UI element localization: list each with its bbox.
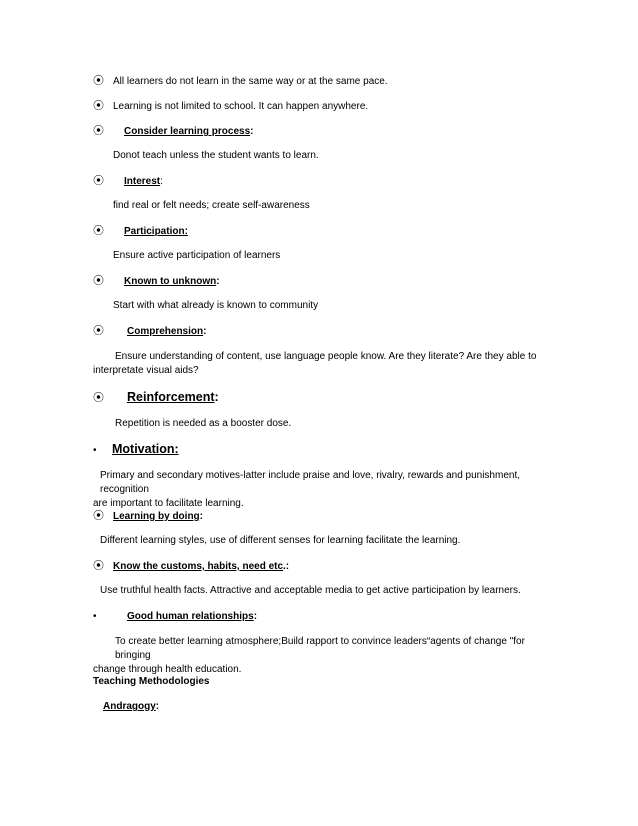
target-bullet-icon: ⦿ <box>93 325 104 337</box>
dot-bullet-icon: • <box>93 611 97 622</box>
target-bullet-icon: ⦿ <box>93 125 104 137</box>
target-bullet-icon: ⦿ <box>93 392 104 404</box>
heading-participation: ⦿ Participation: <box>93 225 188 237</box>
known-text: Start with what already is known to community <box>113 300 319 311</box>
motivation-paragraph: Primary and secondary motives-latter include praise and love, rivalry, rewards and punishment, recognition are important to facilitate learning. <box>93 470 521 509</box>
heading-interest: ⦿ Interest: <box>93 175 163 187</box>
target-bullet-icon: ⦿ <box>93 225 104 237</box>
heading-motivation: • Motivation: <box>93 442 179 456</box>
heading-comprehension: ⦿ Comprehension: <box>93 325 207 337</box>
heading-reinforcement: ⦿ Reinforcement: <box>93 390 219 404</box>
customs-text: Use truthful health facts. Attractive and acceptable media to get active participation by learners. <box>100 585 521 596</box>
target-bullet-icon: ⦿ <box>93 510 104 522</box>
target-bullet-icon: ⦿ <box>93 175 104 187</box>
bullet-item-1: ⦿ All learners do not learn in the same way or at the same pace. <box>93 75 388 87</box>
heading-customs: ⦿ Know the customs, habits, need etc.: <box>93 560 290 572</box>
reinforcement-text: Repetition is needed as a booster dose. <box>115 418 292 429</box>
participation-text: Ensure active participation of learners <box>113 250 281 261</box>
heading-relationships: • Good human relationships: <box>93 611 258 622</box>
target-bullet-icon: ⦿ <box>93 560 104 572</box>
teaching-methodologies-heading: Teaching Methodologies <box>93 676 210 687</box>
target-bullet-icon: ⦿ <box>93 75 104 87</box>
dot-bullet-icon: • <box>93 445 97 456</box>
heading-learning-by-doing: ⦿ Learning by doing: <box>93 510 204 522</box>
heading-consider: ⦿ Consider learning process: <box>93 125 254 137</box>
comprehension-paragraph: Ensure understanding of content, use language people know. Are they literate? Are they able to interpretate visual aids? <box>93 351 537 376</box>
target-bullet-icon: ⦿ <box>93 275 104 287</box>
learning-by-doing-text: Different learning styles, use of different senses for learning facilitate the learning. <box>100 535 461 546</box>
bullet-item-2: ⦿ Learning is not limited to school. It can happen anywhere. <box>93 100 369 112</box>
consider-text: Donot teach unless the student wants to learn. <box>113 150 319 161</box>
andragogy-heading: Andragogy: <box>103 701 160 712</box>
relationships-paragraph: To create better learning atmosphere;Build rapport to convince leaders“agents of change "for bringing change through health education. <box>93 636 525 675</box>
interest-text: find real or felt needs; create self-awareness <box>113 200 310 211</box>
target-bullet-icon: ⦿ <box>93 100 104 112</box>
heading-known: ⦿ Known to unknown: <box>93 275 220 287</box>
